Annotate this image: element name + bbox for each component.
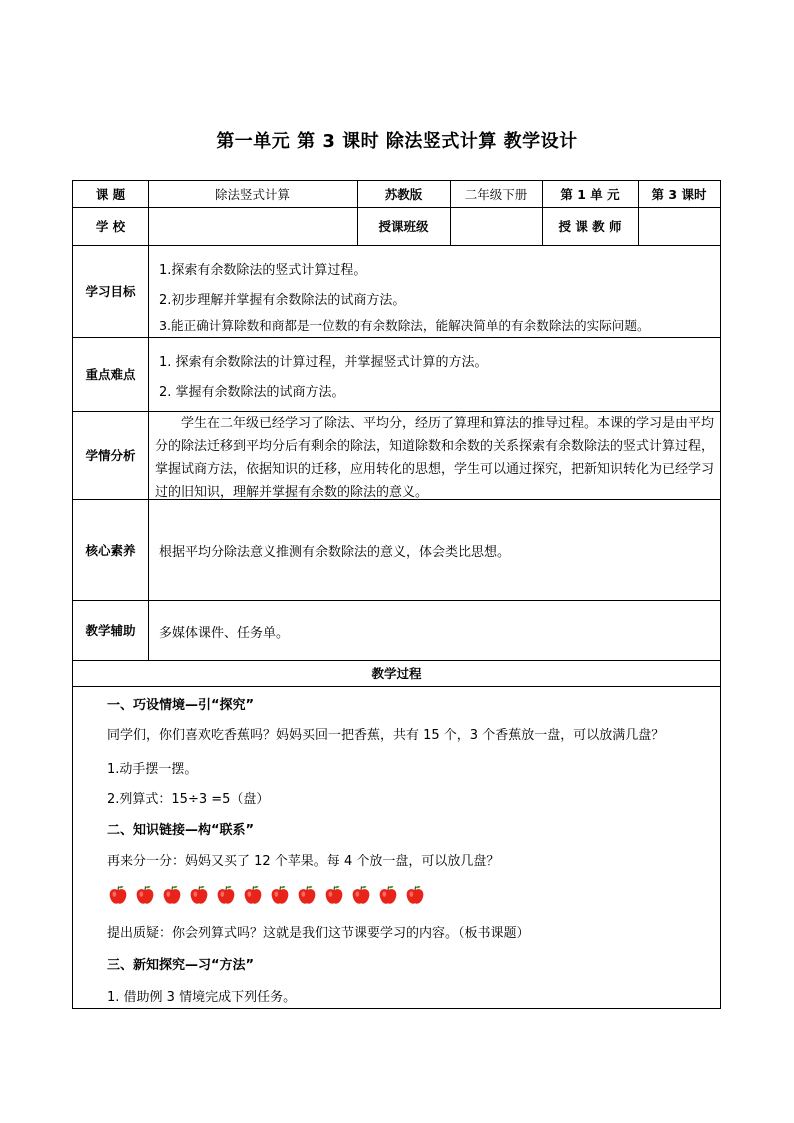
grade: 二年级下册	[464, 187, 528, 202]
topic-value: 除法竖式计算	[214, 187, 290, 202]
aids-label: 教学辅助	[85, 623, 136, 638]
analysis-label: 学情分析	[85, 448, 136, 463]
paragraph: 2.列算式：15÷3 =5（盘）	[107, 792, 270, 807]
apple-icon	[242, 884, 264, 906]
publisher: 苏教版	[384, 187, 423, 202]
apple-icon	[215, 884, 237, 906]
apple-row	[107, 884, 426, 906]
key-points-label: 重点难点	[85, 367, 136, 382]
apple-icon	[323, 884, 345, 906]
paragraph: 提出质疑：你会列算式吗？这就是我们这节课要学习的内容。（板书课题）	[107, 926, 530, 941]
lesson-number: 第 3 课时	[651, 187, 707, 202]
goal-item: 2.初步理解并掌握有余数除法的试商方法。	[159, 293, 406, 308]
key-point-item: 1. 探索有余数除法的计算过程，并掌握竖式计算的方法。	[159, 355, 488, 370]
class-value	[450, 207, 542, 245]
aids-text: 多媒体课件、任务单。	[159, 626, 290, 641]
school-value	[148, 207, 357, 245]
analysis-text: 学生在二年级已经学习了除法、平均分，经历了算理和算法的推导过程。本课的学习是由平均分的除法迁移到平均分后有剩余的除法，知道除数和余数的关系探索有余数除法的竖式计算过程，掌握试商方法，依据知识的迁移，应用转化的思想，学生可以通过探究，把新知识转化为已经学习过的旧知识，理解并掌握有余数的除法的意义。	[155, 416, 715, 500]
apple-icon	[134, 884, 156, 906]
paragraph: 再来分一分：妈妈又买了 12 个苹果。每 4 个放一盘，可以放几盘？	[107, 854, 500, 869]
topic-label: 课 题	[95, 187, 126, 202]
teacher-label: 授 课 教 师	[558, 219, 622, 234]
apple-icon	[404, 884, 426, 906]
key-point-item: 2. 掌握有余数除法的试商方法。	[159, 385, 345, 400]
process-body	[73, 686, 720, 1008]
section-heading: 一、巧设情境—引“探究”	[107, 698, 255, 713]
apple-icon	[296, 884, 318, 906]
school-label: 学 校	[95, 219, 126, 234]
apple-icon	[107, 884, 129, 906]
goal-item: 3.能正确计算除数和商都是一位数的有余数除法，能解决简单的有余数除法的实际问题。	[159, 318, 650, 333]
goals-label: 学习目标	[85, 284, 136, 299]
teacher-value	[638, 207, 720, 245]
unit: 第 1 单 元	[560, 187, 620, 202]
apple-icon	[161, 884, 183, 906]
lesson-plan-table	[72, 180, 721, 1009]
goal-item: 1.探索有余数除法的竖式计算过程。	[159, 263, 367, 278]
process-label: 教学过程	[371, 666, 422, 681]
paragraph: 1. 借助例 3 情境完成下列任务。	[107, 990, 297, 1005]
apple-icon	[350, 884, 372, 906]
page-title: 第一单元 第 3 课时 除法竖式计算 教学设计	[216, 131, 578, 152]
paragraph: 1.动手摆一摆。	[107, 762, 198, 777]
apple-icon	[269, 884, 291, 906]
section-heading: 二、知识链接—构“联系”	[107, 823, 255, 838]
paragraph: 同学们，你们喜欢吃香蕉吗？妈妈买回一把香蕉，共有 15 个，3 个香蕉放一盘，可以放满几盘？	[107, 728, 665, 743]
core-label: 核心素养	[85, 542, 136, 558]
core-text: 根据平均分除法意义推测有余数除法的意义，体会类比思想。	[159, 545, 511, 560]
apple-icon	[188, 884, 210, 906]
section-heading: 三、新知探究—习“方法”	[107, 958, 255, 973]
apple-icon	[377, 884, 399, 906]
class-label: 授课班级	[378, 219, 429, 234]
